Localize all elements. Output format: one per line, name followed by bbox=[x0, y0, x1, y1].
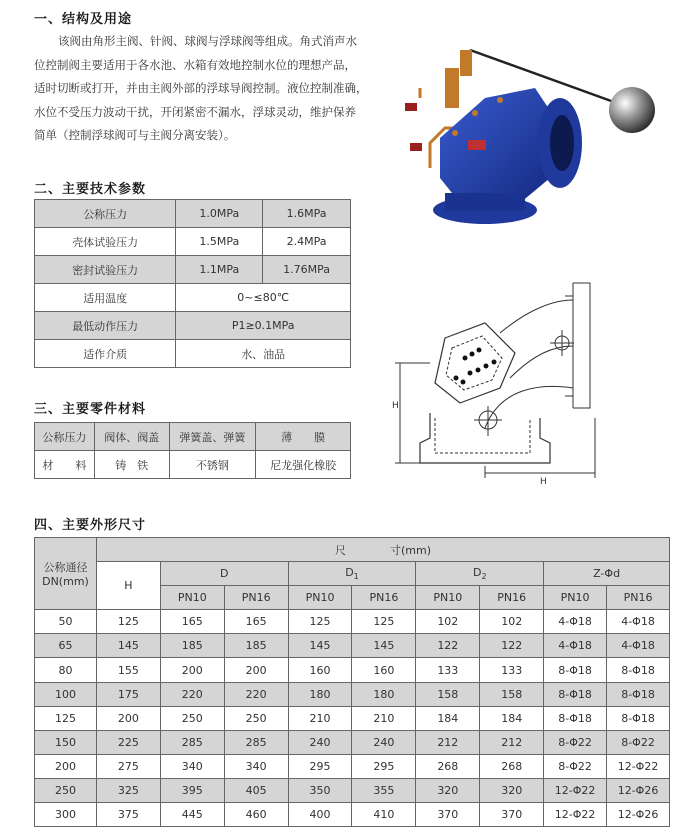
param-value: 1.6MPa bbox=[263, 200, 351, 228]
dimension-cell: 300 bbox=[35, 803, 97, 827]
dimension-cell: 225 bbox=[96, 730, 160, 754]
dimension-cell: 165 bbox=[160, 610, 224, 634]
pn-header: PN10 bbox=[160, 586, 224, 610]
table-row bbox=[35, 730, 670, 754]
param-label: 壳体试验压力 bbox=[35, 228, 176, 256]
dimension-cell: 122 bbox=[416, 634, 480, 658]
d1-letter: D bbox=[345, 566, 354, 580]
table-row bbox=[35, 451, 351, 479]
dimension-cell: 210 bbox=[288, 706, 352, 730]
dimension-cell: 325 bbox=[96, 778, 160, 802]
intro-line: 该阀由角形主阀、针阀、球阀与浮球阀等组成。角式消声水 bbox=[58, 34, 357, 48]
pn-header: PN16 bbox=[352, 586, 416, 610]
dimension-cell: 12-Φ22 bbox=[607, 754, 670, 778]
d2-header bbox=[416, 562, 544, 586]
table-row bbox=[35, 200, 351, 228]
dimension-cell: 145 bbox=[96, 634, 160, 658]
dimension-cell: 200 bbox=[35, 754, 97, 778]
dimension-cell: 370 bbox=[480, 803, 544, 827]
dimension-cell: 295 bbox=[288, 754, 352, 778]
dimension-cell: 8-Φ18 bbox=[544, 706, 607, 730]
dimension-cell: 240 bbox=[352, 730, 416, 754]
dimension-cell: 185 bbox=[160, 634, 224, 658]
param-value: 0~≤80℃ bbox=[176, 284, 351, 312]
dimension-cell: 175 bbox=[96, 682, 160, 706]
pn-header: PN10 bbox=[416, 586, 480, 610]
intro-line: 水位不受压力波动干扰，开闭紧密不漏水，浮球灵动，维护保养 bbox=[34, 104, 356, 119]
dimension-cell: 4-Φ18 bbox=[607, 610, 670, 634]
dimension-cell: 405 bbox=[224, 778, 288, 802]
dimension-cell: 8-Φ22 bbox=[544, 754, 607, 778]
table-row bbox=[35, 284, 351, 312]
dimension-cell: 4-Φ18 bbox=[607, 634, 670, 658]
material-cell: 不锈钢 bbox=[169, 451, 256, 479]
table-row bbox=[35, 228, 351, 256]
param-label: 适用温度 bbox=[35, 284, 176, 312]
dimension-cell: 200 bbox=[224, 658, 288, 682]
d-header: D bbox=[160, 562, 288, 586]
pn-header: PN10 bbox=[288, 586, 352, 610]
dimension-cell: 250 bbox=[160, 706, 224, 730]
pn-header: PN16 bbox=[224, 586, 288, 610]
dimension-cell: 395 bbox=[160, 778, 224, 802]
dimension-cell: 8-Φ22 bbox=[607, 730, 670, 754]
valve-photo bbox=[390, 28, 680, 238]
dimension-cell: 133 bbox=[480, 658, 544, 682]
material-cell: 铸 铁 bbox=[94, 451, 169, 479]
dimension-cell: 8-Φ18 bbox=[544, 658, 607, 682]
dimension-cell: 220 bbox=[160, 682, 224, 706]
header-row bbox=[35, 562, 670, 586]
param-value: 2.4MPa bbox=[263, 228, 351, 256]
section-title-structure: 一、结构及用途 bbox=[34, 12, 133, 27]
table-row bbox=[35, 706, 670, 730]
table-row bbox=[35, 423, 351, 451]
table-row bbox=[35, 778, 670, 802]
intro-text bbox=[34, 30, 374, 148]
dn-header-line: 公称通径 bbox=[43, 561, 88, 575]
param-value: 1.0MPa bbox=[176, 200, 263, 228]
material-header: 阀体、阀盖 bbox=[94, 423, 169, 451]
dimension-cell: 275 bbox=[96, 754, 160, 778]
section-title-tech-params: 二、主要技术参数 bbox=[34, 182, 147, 197]
dimension-cell: 200 bbox=[160, 658, 224, 682]
dimension-cell: 212 bbox=[416, 730, 480, 754]
dimensions-table bbox=[34, 537, 670, 827]
dimension-cell: 320 bbox=[416, 778, 480, 802]
dimension-cell: 65 bbox=[35, 634, 97, 658]
dimension-cell: 180 bbox=[288, 682, 352, 706]
intro-line: 位控制阀主要适用于各水池、水箱有效地控制水位的理想产品， bbox=[34, 57, 356, 72]
d1-header bbox=[288, 562, 416, 586]
table-row bbox=[35, 610, 670, 634]
dimension-cell: 80 bbox=[35, 658, 97, 682]
dimension-cell: 445 bbox=[160, 803, 224, 827]
dimension-cell: 220 bbox=[224, 682, 288, 706]
dimension-cell: 410 bbox=[352, 803, 416, 827]
dimension-cell: 12-Φ26 bbox=[607, 803, 670, 827]
dimension-cell: 50 bbox=[35, 610, 97, 634]
table-row bbox=[35, 682, 670, 706]
material-header: 公称压力 bbox=[35, 423, 95, 451]
table-row bbox=[35, 340, 351, 368]
table-row bbox=[35, 256, 351, 284]
dimension-cell: 320 bbox=[480, 778, 544, 802]
dimension-cell: 12-Φ22 bbox=[544, 778, 607, 802]
dimension-cell: 285 bbox=[160, 730, 224, 754]
dimension-cell: 158 bbox=[480, 682, 544, 706]
dimension-cell: 125 bbox=[96, 610, 160, 634]
table-row bbox=[35, 754, 670, 778]
param-value: 1.1MPa bbox=[176, 256, 263, 284]
dimension-cell: 100 bbox=[35, 682, 97, 706]
dimension-cell: 125 bbox=[352, 610, 416, 634]
dimension-cell: 340 bbox=[160, 754, 224, 778]
param-value: 水、油品 bbox=[176, 340, 351, 368]
pn-header: PN16 bbox=[480, 586, 544, 610]
d2-subscript: 2 bbox=[481, 572, 487, 582]
dimension-cell: 268 bbox=[480, 754, 544, 778]
drawing-h-label-2: H bbox=[540, 477, 547, 487]
dimension-cell: 460 bbox=[224, 803, 288, 827]
param-label: 密封试验压力 bbox=[35, 256, 176, 284]
dimension-cell: 145 bbox=[352, 634, 416, 658]
drawing-h-label: H bbox=[392, 401, 399, 411]
dimension-cell: 133 bbox=[416, 658, 480, 682]
table-row bbox=[35, 658, 670, 682]
dimension-cell: 375 bbox=[96, 803, 160, 827]
d2-letter: D bbox=[472, 566, 482, 580]
dimension-cell: 122 bbox=[480, 634, 544, 658]
tech-params-table bbox=[34, 199, 351, 368]
dimension-cell: 240 bbox=[288, 730, 352, 754]
z-header: Z-Φd bbox=[544, 562, 670, 586]
dimension-cell: 340 bbox=[224, 754, 288, 778]
dimension-cell: 158 bbox=[416, 682, 480, 706]
material-header: 弹簧盖、弹簧 bbox=[169, 423, 256, 451]
dimension-cell: 125 bbox=[288, 610, 352, 634]
pn-header: PN10 bbox=[544, 586, 607, 610]
materials-table bbox=[34, 422, 351, 479]
dimension-cell: 8-Φ18 bbox=[607, 682, 670, 706]
h-header: H bbox=[96, 562, 160, 610]
valve-section-drawing bbox=[390, 278, 610, 488]
dimension-cell: 268 bbox=[416, 754, 480, 778]
dimension-cell: 155 bbox=[96, 658, 160, 682]
dimension-cell: 250 bbox=[224, 706, 288, 730]
dimension-cell: 8-Φ18 bbox=[544, 682, 607, 706]
size-header: 尺 寸(mm) bbox=[96, 538, 669, 562]
dimension-cell: 4-Φ18 bbox=[544, 610, 607, 634]
param-value: 1.76MPa bbox=[263, 256, 351, 284]
dimension-cell: 12-Φ22 bbox=[544, 803, 607, 827]
dimension-cell: 4-Φ18 bbox=[544, 634, 607, 658]
section-title-materials: 三、主要零件材料 bbox=[34, 402, 147, 417]
dimension-cell: 200 bbox=[96, 706, 160, 730]
dimension-cell: 285 bbox=[224, 730, 288, 754]
dimension-cell: 370 bbox=[416, 803, 480, 827]
section-title-dimensions: 四、主要外形尺寸 bbox=[34, 518, 147, 533]
dimension-cell: 185 bbox=[224, 634, 288, 658]
dimension-cell: 165 bbox=[224, 610, 288, 634]
dimension-cell: 350 bbox=[288, 778, 352, 802]
table-row bbox=[35, 312, 351, 340]
dimensions-body bbox=[35, 610, 670, 827]
param-value: P1≥0.1MPa bbox=[176, 312, 351, 340]
dimension-cell: 184 bbox=[416, 706, 480, 730]
dimension-cell: 102 bbox=[480, 610, 544, 634]
dn-header-line: DN(mm) bbox=[42, 575, 89, 589]
pn-header: PN16 bbox=[607, 586, 670, 610]
dimension-cell: 8-Φ18 bbox=[607, 658, 670, 682]
d1-subscript: 1 bbox=[353, 572, 359, 582]
dimension-cell: 125 bbox=[35, 706, 97, 730]
dimension-cell: 150 bbox=[35, 730, 97, 754]
dimension-cell: 180 bbox=[352, 682, 416, 706]
dimension-cell: 212 bbox=[480, 730, 544, 754]
dimension-cell: 160 bbox=[352, 658, 416, 682]
param-value: 1.5MPa bbox=[176, 228, 263, 256]
param-label: 公称压力 bbox=[35, 200, 176, 228]
param-label: 适作介质 bbox=[35, 340, 176, 368]
dn-header bbox=[35, 538, 97, 610]
dimension-cell: 145 bbox=[288, 634, 352, 658]
header-row bbox=[35, 538, 670, 562]
dimension-cell: 355 bbox=[352, 778, 416, 802]
dimension-cell: 295 bbox=[352, 754, 416, 778]
dimension-cell: 102 bbox=[416, 610, 480, 634]
material-header: 薄 膜 bbox=[256, 423, 351, 451]
dimension-cell: 184 bbox=[480, 706, 544, 730]
dimension-cell: 250 bbox=[35, 778, 97, 802]
dimension-cell: 8-Φ18 bbox=[607, 706, 670, 730]
intro-line: 简单（控制浮球阀可与主阀分离安装）。 bbox=[34, 128, 236, 143]
dimension-cell: 12-Φ26 bbox=[607, 778, 670, 802]
table-row bbox=[35, 803, 670, 827]
intro-line: 适时切断或打开，并由主阀外部的浮球导阀控制。液位控制准确， bbox=[34, 81, 368, 96]
material-cell: 尼龙强化橡胶 bbox=[256, 451, 351, 479]
dimension-cell: 160 bbox=[288, 658, 352, 682]
param-label: 最低动作压力 bbox=[35, 312, 176, 340]
dimension-cell: 400 bbox=[288, 803, 352, 827]
table-row bbox=[35, 634, 670, 658]
material-cell: 材 料 bbox=[35, 451, 95, 479]
dimension-cell: 8-Φ22 bbox=[544, 730, 607, 754]
dimension-cell: 210 bbox=[352, 706, 416, 730]
